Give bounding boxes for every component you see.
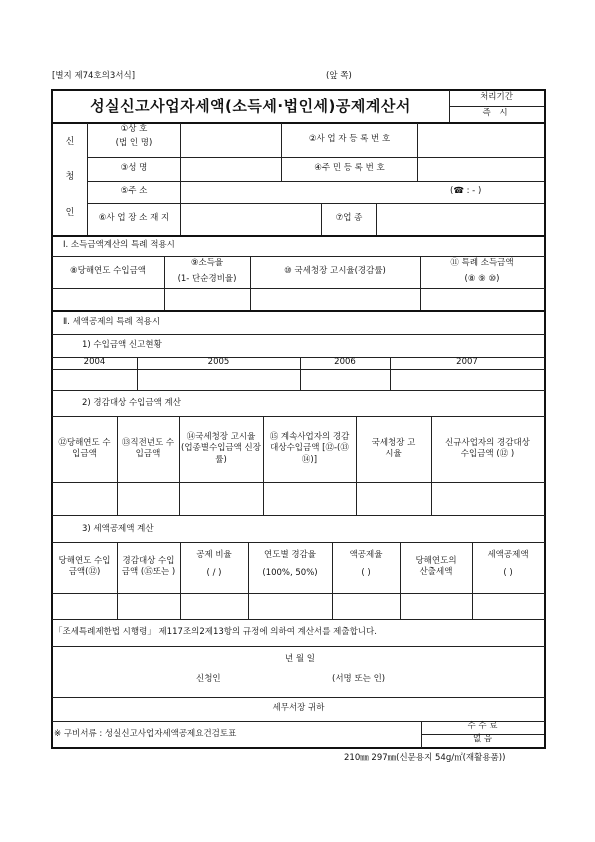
name-label: ③성 명 (120, 163, 148, 174)
s2-prior-revenue-header: ⑬직전년도 수입금액 (121, 437, 175, 459)
s3-credit-rate-sub: ( ) (361, 568, 371, 579)
s3-computed-tax-input[interactable] (401, 594, 471, 619)
col-line-a (180, 123, 181, 235)
s3-deduction-ratio-sub: ( / ) (206, 568, 222, 579)
s3-annual-rate-sub: (100%, 50%) (262, 568, 318, 579)
col-line-b1 (281, 123, 282, 157)
industry-label: ⑦업 종 (335, 213, 363, 224)
frame-bottom (51, 747, 546, 749)
s1-notice-rate-header: ⑩ 국세청장 고시율(경감률) (284, 266, 386, 277)
s2-notice-rate-header: ⑭국세청장 고시율 (업종별수입금액 신장률) (181, 431, 261, 465)
col-line-d (321, 203, 322, 235)
date-line[interactable]: 년 월 일 (284, 654, 316, 665)
resident-reg-number-field[interactable] (418, 158, 544, 181)
applicant-sign-label: 신청인 (196, 674, 221, 685)
signature-note[interactable]: (서명 또는 인) (332, 674, 386, 685)
s3-reduction-revenue-input[interactable] (118, 594, 179, 619)
address-field[interactable] (181, 182, 441, 203)
s2-nts-rate-header: 국세청장 고시율 (371, 437, 416, 459)
s2-nts-rate-input[interactable] (357, 483, 430, 514)
s1-revenue-header: ⑧당해연도 수입금액 (69, 266, 146, 277)
col-line-b2 (281, 157, 282, 181)
form-title: 성실신고사업자세액(소득세·법인세)공제계산서 (90, 96, 411, 115)
s2-current-revenue-header: ⑫당해연도 수입금액 (58, 437, 111, 459)
s1-income-rate-header: ⑨소득율 (190, 258, 224, 269)
trade-name-field[interactable] (181, 124, 281, 157)
applicant-label-3: 인 (65, 207, 75, 218)
s2-continuing-business-header: ⑮ 계속사업자의 경감대상수입금액 [⑫-(⑬ ⑭)] (269, 431, 350, 465)
s1-income-rate-sub: (1- 단순경비율) (177, 274, 237, 285)
s1-revenue-input[interactable] (53, 289, 163, 310)
trade-name-label: ①상 호 (120, 124, 148, 135)
s3-deduction-ratio-input[interactable] (181, 594, 247, 619)
business-reg-number-label: ②사 업 자 등 록 번 호 (308, 134, 391, 145)
s3-credit-amount-input[interactable] (473, 594, 544, 619)
s2-revenue-report-heading: 1) 수입금액 신고현황 (82, 339, 162, 350)
s2-current-revenue-input[interactable] (53, 483, 116, 514)
section-2-heading: Ⅱ. 세액공제의 특례 적용시 (63, 317, 161, 328)
frame-right (544, 89, 546, 749)
s2-notice-rate-input[interactable] (180, 483, 262, 514)
corp-name-label: (법 인 명) (115, 138, 153, 149)
business-location-field[interactable] (181, 204, 321, 235)
paper-spec: 210㎜ 297㎜(신문용지 54g/㎡(재활용품)) (344, 753, 506, 764)
name-field[interactable] (181, 158, 281, 181)
s3-line-3 (52, 619, 545, 620)
s3-credit-amount-header: 세액공제액 (487, 550, 529, 561)
s3-current-revenue-header: 당해연도 수입금액(⑫) (58, 555, 111, 577)
col-line-e (376, 203, 377, 235)
s2-continuing-business-input[interactable] (264, 483, 355, 514)
required-documents: ※ 구비서류 : 성실신고사업자세액공제요건검토표 (54, 728, 237, 739)
fee-label: 수 수 료 (467, 721, 498, 732)
business-location-label: ⑥사 업 장 소 재 지 (98, 213, 170, 224)
legal-statement: 「조세특례제한법 시행령」 제117조의2제13항의 규정에 의하여 계산서를 제출합니다. (54, 627, 377, 638)
applicant-label-2: 청 (65, 171, 75, 182)
s1-special-income-input[interactable] (421, 289, 544, 310)
statement-line (52, 646, 545, 647)
resident-reg-number-label: ④주 민 등 록 번 호 (314, 163, 385, 174)
page-side: (앞 쪽) (326, 71, 352, 82)
fee-value: 없 음 (472, 734, 493, 745)
s2-new-business-header: 신규사업자의 경감대상 수입금액 (⑫ ) (445, 437, 530, 459)
s1-income-rate-input[interactable] (165, 289, 249, 310)
revenue-2006-input[interactable] (301, 370, 389, 390)
s3-reduction-revenue-header: 경감대상 수입금액 (⑮또는 ) (121, 555, 176, 577)
business-reg-number-field[interactable] (418, 124, 544, 157)
year-2005: 2005 (207, 357, 230, 368)
applicant-label-1: 신 (65, 136, 75, 147)
processing-period-value: 즉 시 (482, 108, 511, 119)
s3-credit-rate-input[interactable] (333, 594, 399, 619)
col-line-c (417, 123, 418, 181)
address-label: ⑤주 소 (120, 186, 148, 197)
year-2006: 2006 (334, 357, 356, 368)
form-number: [별지 제74호의3서식] (52, 71, 136, 82)
s3-credit-rate-header: 액공제율 (349, 550, 383, 561)
processing-period-label: 처리기간 (480, 92, 513, 103)
s2-line-3 (52, 390, 545, 391)
revenue-2005-input[interactable] (138, 370, 299, 390)
year-2004: 2004 (83, 357, 106, 368)
s2-new-business-input[interactable] (432, 483, 544, 514)
s3-current-revenue-input[interactable] (53, 594, 116, 619)
s1-special-income-header: ⑪ 특례 소득금액 (450, 258, 514, 269)
s2-prior-revenue-input[interactable] (118, 483, 178, 514)
phone-field[interactable]: (☎ : - ) (450, 186, 482, 197)
s3-credit-amount-sub: ( ) (503, 568, 513, 579)
s2-credit-heading: 3) 세액공제액 계산 (82, 524, 154, 535)
industry-field[interactable] (377, 204, 544, 235)
addressee: 세무서장 귀하 (272, 703, 325, 714)
year-2007: 2007 (456, 357, 478, 368)
revenue-2004-input[interactable] (53, 370, 136, 390)
s2-line-6 (52, 515, 545, 516)
s1-notice-rate-input[interactable] (251, 289, 419, 310)
s3-computed-tax-header: 당해연도의 산출세액 (415, 555, 457, 577)
revenue-2007-input[interactable] (391, 370, 544, 390)
sign-line (52, 697, 545, 698)
s3-annual-rate-input[interactable] (249, 594, 331, 619)
s3-deduction-ratio-header: 공제 비율 (196, 550, 232, 561)
section-1-heading: Ⅰ. 소득금액계산의 특례 적용시 (63, 240, 175, 251)
s3-annual-rate-header: 연도별 경감율 (264, 550, 316, 561)
s1-special-income-sub: (⑧ ⑨ ⑩) (464, 274, 500, 285)
s2-reduction-heading: 2) 경감대상 수입금액 계산 (82, 398, 181, 409)
